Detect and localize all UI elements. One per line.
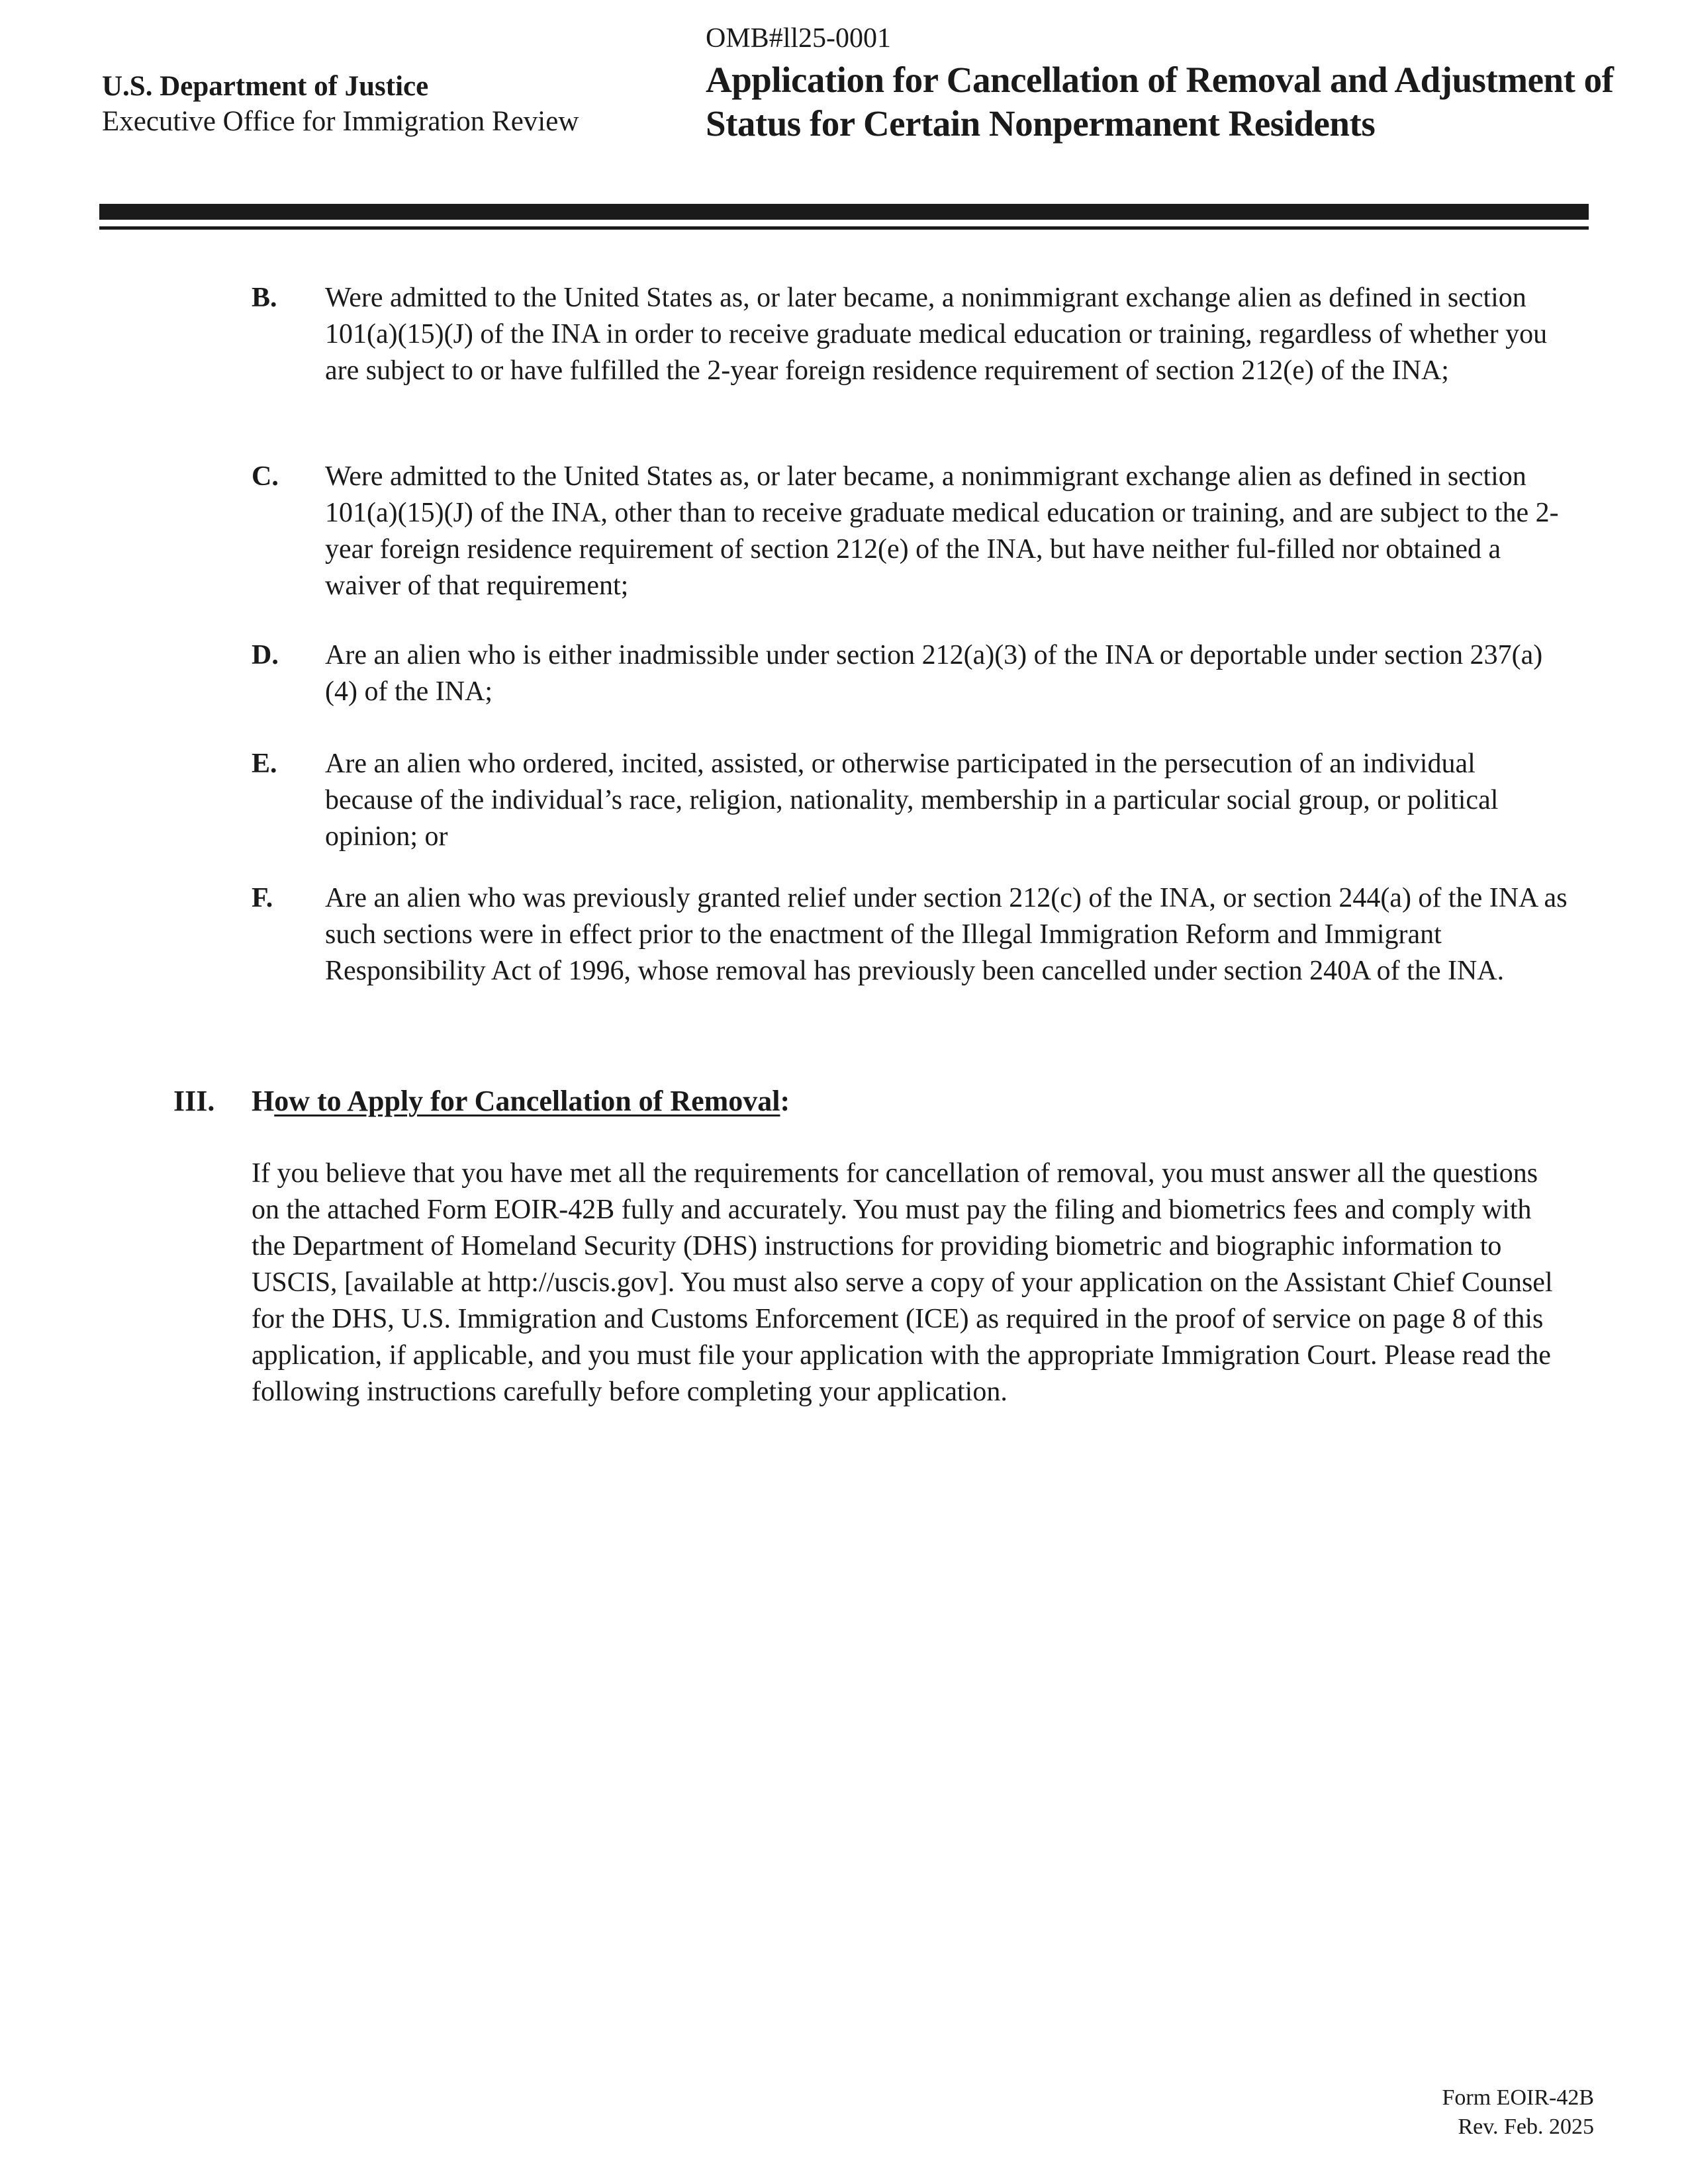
- item-text-e: Are an alien who ordered, incited, assisted, or otherwise participated in the persecution of an individual because of the individual’s race, religion, nationality, membership in a particular social group, or political opinion; or: [325, 749, 1499, 852]
- section-heading: [252, 1083, 790, 1120]
- item-letter-d: D.: [252, 640, 279, 670]
- item-letter-e: E.: [252, 749, 277, 779]
- agency-office: Executive Office for Immigration Review: [102, 106, 579, 137]
- item-text-f: Are an alien who was previously granted relief under section 212(c) of the INA, or section 244(a) of the INA as such sections were in effect prior to the enactment of the Illegal Immigration Reform and Immigrant Responsibility Act of 1996, whose removal has previously been cancelled under section 240A of the INA.: [325, 883, 1568, 986]
- footer-revision: Rev. Feb. 2025: [1458, 2115, 1594, 2139]
- omb-number: OMB#ll25-0001: [706, 23, 892, 54]
- item-text-c: Were admitted to the United States as, or later became, a nonimmigrant exchange alien as defined in section 101(a)(15)(J) of the INA, other than to receive graduate medical education or training, and are subject to the 2-year foreign residence requirement of section 212(e) of the INA, but have neither ful-filled nor obtained a waiver of that requirement;: [325, 461, 1559, 601]
- item-letter-f: F.: [252, 883, 273, 913]
- footer-form-id: Form EOIR-42B: [1442, 2085, 1594, 2110]
- section-heading-first: H: [252, 1085, 275, 1117]
- header-rule-thin: [99, 226, 1589, 230]
- section-number: III.: [173, 1085, 215, 1117]
- header-rule-thick: [99, 204, 1589, 220]
- item-letter-b: B.: [252, 283, 277, 313]
- footer: [1442, 2083, 1595, 2142]
- item-letter-c: C.: [252, 461, 279, 492]
- section-heading-underlined: ow to Apply for Cancellation of Removal: [274, 1085, 780, 1117]
- section-body: If you believe that you have met all the requirements for cancellation of removal, you must answer all the questions on the attached Form EOIR-42B fully and accurately. You must pay the filing and biometrics fees and comply with the Department of Homeland Security (DHS) instructions for providing biometric and biographic information to USCIS, [available at http://uscis.gov]. You must also serve a copy of your application on the Assistant Chief Counsel for the DHS, U.S. Immigration and Customs Enforcement (ICE) as required in the proof of service on page 8 of this application, if applicable, and you must file your application with the appropriate Immigration Court. Please read the following instructions carefully before completing your application.: [252, 1158, 1553, 1407]
- item-text-d: Are an alien who is either inadmissible under section 212(a)(3) of the INA or deportable under section 237(a)(4) of the INA;: [325, 640, 1543, 707]
- item-text-b: Were admitted to the United States as, or later became, a nonimmigrant exchange alien as defined in section 101(a)(15)(J) of the INA in order to receive graduate medical education or training, regardless of whether you are subject to or have fulfilled the 2-year foreign residence requirement of section 212(e) of the INA;: [325, 283, 1548, 386]
- agency-name: U.S. Department of Justice: [102, 71, 429, 102]
- section-heading-colon: :: [780, 1085, 790, 1117]
- form-title: Application for Cancellation of Removal and Adjustment of Status for Certain Nonpermanent Residents: [706, 60, 1614, 144]
